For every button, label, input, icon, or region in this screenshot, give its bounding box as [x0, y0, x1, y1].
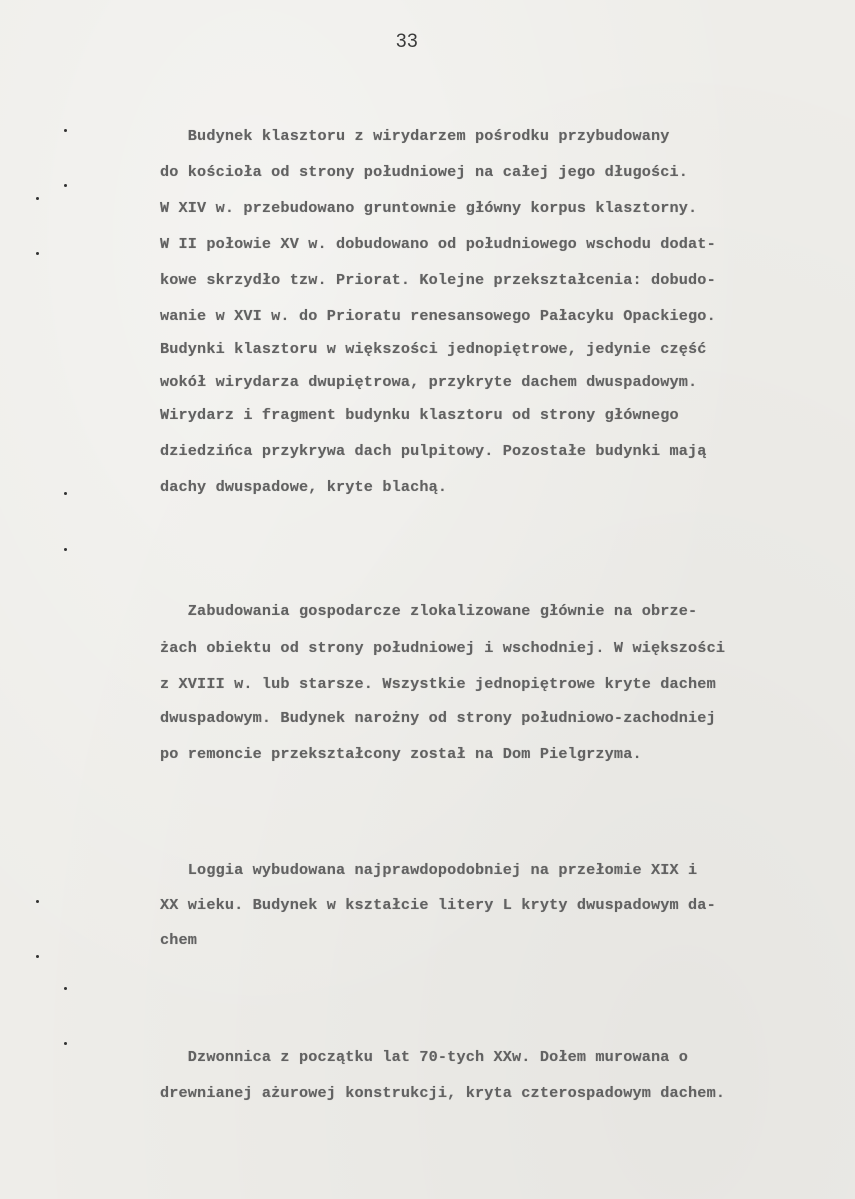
text-line: chem	[160, 931, 198, 949]
text-line: W XIV w. przebudowano gruntownie główny korpus klasztorny.	[160, 199, 698, 217]
margin-mark	[64, 129, 67, 132]
text-line: wanie w XVI w. do Prioratu renesansowego Pałacyku Opackiego.	[160, 307, 716, 325]
margin-mark	[64, 492, 67, 495]
margin-mark	[36, 252, 39, 255]
text-line: kowe skrzydło tzw. Priorat. Kolejne przekształcenia: dobudo-	[160, 271, 716, 289]
text-line: Loggia wybudowana najprawdopodobniej na przełomie XIX i	[160, 861, 698, 879]
margin-mark	[36, 197, 39, 200]
text-line: dwuspadowym. Budynek narożny od strony południowo-zachodniej	[160, 709, 716, 727]
text-line: po remoncie przekształcony został na Dom Pielgrzyma.	[160, 745, 642, 763]
margin-mark	[64, 987, 67, 990]
text-line: dachy dwuspadowe, kryte blachą.	[160, 478, 448, 496]
margin-mark	[36, 900, 39, 903]
margin-mark	[64, 1042, 67, 1045]
text-line: Wirydarz i fragment budynku klasztoru od strony głównego	[160, 406, 679, 424]
text-line: XX wieku. Budynek w kształcie litery L kryty dwuspadowym da-	[160, 896, 716, 914]
text-line: do kościoła od strony południowej na całej jego długości.	[160, 163, 689, 181]
text-line: Zabudowania gospodarcze zlokalizowane głównie na obrze-	[160, 602, 698, 620]
text-line: żach obiektu od strony południowej i wschodniej. W większości	[160, 639, 726, 657]
text-line: Budynek klasztoru z wirydarzem pośrodku przybudowany	[160, 127, 670, 145]
text-line: dziedzińca przykrywa dach pulpitowy. Pozostałe budynki mają	[160, 442, 707, 460]
margin-mark	[64, 548, 67, 551]
text-line: Budynki klasztoru w większości jednopiętrowe, jedynie część	[160, 340, 707, 358]
text-line: z XVIII w. lub starsze. Wszystkie jednopiętrowe kryte dachem	[160, 675, 716, 693]
text-line: W II połowie XV w. dobudowano od południowego wschodu dodat-	[160, 235, 716, 253]
text-line: wokół wirydarza dwupiętrowa, przykryte dachem dwuspadowym.	[160, 373, 698, 391]
text-line: Dzwonnica z początku lat 70-tych XXw. Dołem murowana o	[160, 1048, 689, 1066]
page-number: 33	[396, 31, 419, 52]
margin-mark	[36, 955, 39, 958]
margin-mark	[64, 184, 67, 187]
text-line: drewnianej ażurowej konstrukcji, kryta czterospadowym dachem.	[160, 1084, 726, 1102]
